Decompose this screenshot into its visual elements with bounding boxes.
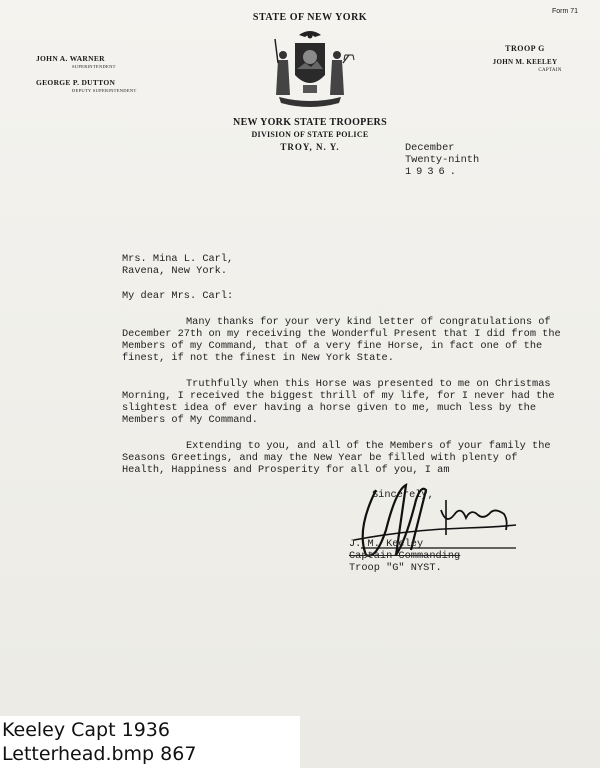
- paragraph-2-text: Truthfully when this Horse was presented to me on Christmas Morning, I received the biggest thrill of my life, for I never had the slightest idea of ever having a horse given to me, much less by the Members of My Command.: [122, 378, 555, 426]
- closing: Sincerely,: [372, 489, 434, 501]
- date-day: Twenty-ninth: [405, 154, 480, 166]
- caption-line-2: Letterhead.bmp 867: [2, 743, 197, 765]
- recipient-city: Ravena, New York.: [122, 265, 228, 277]
- signer-name: J. M. Keeley: [349, 538, 424, 550]
- superintendent-title: SUPERINTENDENT: [72, 64, 116, 69]
- caption-line-1: Keeley Capt 1936: [2, 719, 170, 741]
- signer-unit: Troop "G" NYST.: [349, 562, 442, 574]
- deputy-name: GEORGE P. DUTTON: [36, 78, 116, 87]
- image-caption: [0, 716, 300, 768]
- recipient-address: [122, 253, 233, 277]
- deputy-title: DEPUTY SUPERINTENDENT: [72, 88, 137, 93]
- superintendent-name: JOHN A. WARNER: [36, 54, 105, 63]
- letter-date: [405, 142, 479, 178]
- letterhead-right: [470, 44, 580, 73]
- salutation: My dear Mrs. Carl:: [122, 290, 234, 302]
- org-division: DIVISION OF STATE POLICE: [251, 130, 369, 139]
- paragraph-2: [122, 378, 562, 426]
- state-seal-icon: [265, 25, 355, 115]
- org-name: NEW YORK STATE TROOPERS: [233, 117, 387, 128]
- paragraph-1-text: Many thanks for your very kind letter of congratulations of December 27th on my receiving the Wonderful Present that I did from the Members of my Command, that of a very fine Horse, in fact one of the finest, if not the finest in New York State.: [122, 316, 561, 364]
- troop-label: TROOP G: [505, 44, 545, 53]
- date-month: December: [405, 142, 455, 154]
- date-year: 1936.: [405, 166, 461, 178]
- letterhead-left: [36, 54, 137, 93]
- form-number: Form 71: [551, 8, 578, 15]
- state-heading: STATE OF NEW YORK: [252, 12, 368, 23]
- org-city: TROY, N. Y.: [280, 142, 340, 152]
- letterhead-center: [180, 12, 440, 152]
- signer-title: Captain-Commanding: [349, 550, 461, 562]
- recipient-name: Mrs. Mina L. Carl,: [122, 253, 234, 265]
- captain-name: JOHN M. KEELEY: [492, 58, 558, 66]
- paragraph-3-text: Extending to you, and all of the Members of your family the Seasons Greetings, and may the New Year be filled with plenty of Health, Happiness and Prosperity for all of you, I am: [122, 440, 551, 476]
- paragraph-1: [122, 316, 562, 364]
- signature-block: [349, 538, 460, 574]
- captain-title: CAPTAIN: [538, 68, 562, 73]
